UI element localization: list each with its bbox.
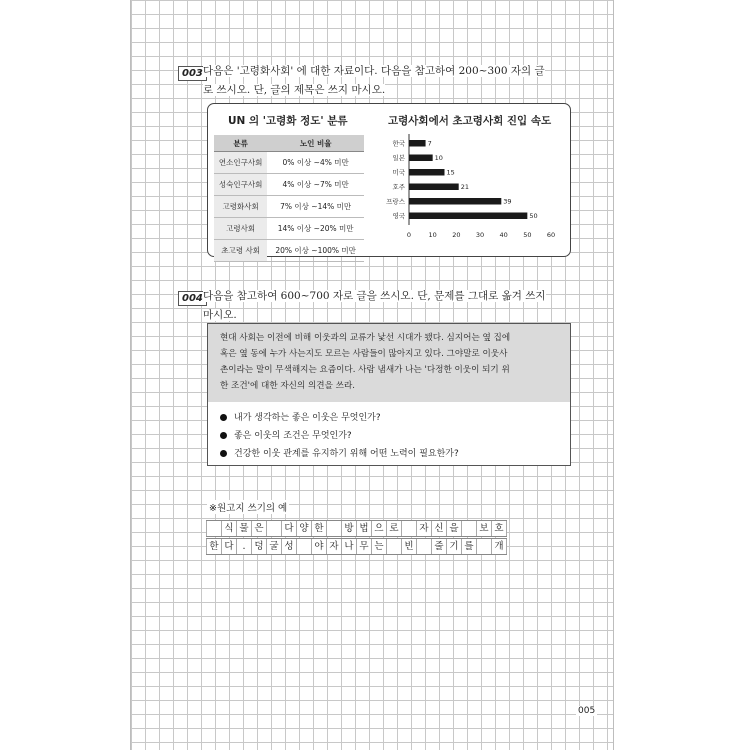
manuscript-cell: 보 bbox=[477, 521, 492, 536]
chart-title: 고령사회에서 초고령사회 진입 속도 bbox=[388, 115, 552, 127]
chart-data-label: 50 bbox=[529, 212, 538, 221]
chart-x-tick-label: 60 bbox=[546, 231, 556, 239]
table-cell-category: 연소인구사회 bbox=[214, 152, 267, 174]
manuscript-cell: 덩 bbox=[252, 539, 267, 554]
table-row bbox=[214, 218, 364, 240]
table-title: UN 의 '고령화 정도' 분류 bbox=[228, 115, 348, 127]
chart-x-tick-label: 30 bbox=[475, 231, 485, 239]
manuscript-cell: 한 bbox=[206, 539, 222, 554]
manuscript-cell: 성 bbox=[282, 539, 297, 554]
table-cell-ratio: 0% 이상 ~4% 미만 bbox=[267, 152, 364, 174]
chart-x-tick-label: 20 bbox=[452, 231, 461, 239]
workbook-page bbox=[130, 0, 614, 750]
bullet-text: 내가 생각하는 좋은 이웃은 무엇인가? bbox=[234, 413, 381, 423]
chart-x-tick-label: 50 bbox=[523, 231, 532, 239]
manuscript-cell: 나 bbox=[342, 539, 357, 554]
table-row bbox=[214, 240, 364, 262]
passage-line: 한 조건'에 대한 자신의 의견을 쓰라. bbox=[220, 381, 355, 391]
table-cell-category: 초고령 사회 bbox=[214, 240, 267, 262]
manuscript-cell: 방 bbox=[342, 521, 357, 536]
chart-x-tick-label: 10 bbox=[428, 231, 437, 239]
manuscript-cell: 다 bbox=[222, 539, 237, 554]
manuscript-cell: 다 bbox=[282, 521, 297, 536]
table-cell-category: 고령사회 bbox=[214, 218, 267, 240]
chart-data-label: 7 bbox=[427, 139, 432, 148]
passage-box bbox=[207, 323, 571, 466]
chart-bar bbox=[409, 155, 433, 162]
question-number-004: 004 bbox=[178, 291, 207, 306]
table-cell-ratio: 4% 이상 ~7% 미만 bbox=[267, 174, 364, 196]
chart-category-label: 미국 bbox=[392, 168, 405, 177]
bullet-item bbox=[220, 410, 381, 423]
chart-bar bbox=[409, 169, 445, 176]
manuscript-sample-label: ※원고지 쓰기의 예 bbox=[207, 500, 289, 514]
chart-bar bbox=[409, 140, 426, 147]
chart-category-label: 영국 bbox=[392, 212, 405, 221]
chart-bar bbox=[409, 213, 527, 220]
table-header-category: 분류 bbox=[214, 135, 267, 152]
manuscript-cell bbox=[402, 521, 417, 536]
manuscript-cell: 자 bbox=[417, 521, 432, 536]
question-003-line-2: 로 쓰시오. 단, 글의 제목은 쓰지 마시오. bbox=[203, 84, 386, 96]
manuscript-cell: 양 bbox=[297, 521, 312, 536]
table-cell-category: 고령화사회 bbox=[214, 196, 267, 218]
manuscript-cell: 자 bbox=[327, 539, 342, 554]
chart-category-label: 일본 bbox=[392, 154, 405, 163]
manuscript-cell: 한 bbox=[312, 521, 327, 536]
manuscript-cell bbox=[297, 539, 312, 554]
question-003-line-1: 다음은 '고령화사회' 에 대한 자료이다. 다음을 참고하여 200~300 자의 글 bbox=[203, 65, 545, 77]
chart-category-label: 호주 bbox=[392, 183, 405, 192]
passage-line: 촌이라는 말이 무색해지는 요즘이다. 사람 냄새가 나는 '다정한 이웃이 되기 위 bbox=[220, 365, 510, 375]
speed-bar-chart bbox=[373, 132, 563, 242]
manuscript-cell bbox=[417, 539, 432, 554]
chart-data-label: 21 bbox=[460, 183, 469, 192]
chart-x-tick-label: 40 bbox=[499, 231, 508, 239]
manuscript-cell: 를 bbox=[462, 539, 477, 554]
manuscript-cell bbox=[206, 521, 222, 536]
manuscript-row-2 bbox=[206, 538, 507, 555]
manuscript-cell: 굴 bbox=[267, 539, 282, 554]
manuscript-cell: 야 bbox=[312, 539, 327, 554]
manuscript-cell: . bbox=[237, 539, 252, 554]
bullet-item bbox=[220, 428, 352, 441]
table-cell-ratio: 20% 이상 ~100% 미만 bbox=[267, 240, 364, 262]
manuscript-row-1 bbox=[206, 520, 507, 537]
data-box bbox=[207, 103, 571, 257]
manuscript-cell: 기 bbox=[447, 539, 462, 554]
passage-line: 혹은 옆 동에 누가 사는지도 모르는 사람들이 많아지고 있다. 그야말로 이웃사 bbox=[220, 349, 508, 359]
chart-data-label: 15 bbox=[446, 168, 455, 177]
manuscript-cell: 빈 bbox=[402, 539, 417, 554]
chart-data-label: 10 bbox=[434, 154, 443, 163]
manuscript-cell bbox=[387, 539, 402, 554]
manuscript-cell: 줄 bbox=[432, 539, 447, 554]
table-row bbox=[214, 174, 364, 196]
manuscript-cell bbox=[477, 539, 492, 554]
bullet-dot-icon bbox=[220, 414, 227, 421]
table-cell-ratio: 7% 이상 ~14% 미만 bbox=[267, 196, 364, 218]
manuscript-cell: 법 bbox=[357, 521, 372, 536]
manuscript-cell: 호 bbox=[492, 521, 507, 536]
table-cell-category: 성숙인구사회 bbox=[214, 174, 267, 196]
question-004-line-2: 마시오. bbox=[203, 309, 237, 321]
manuscript-cell bbox=[267, 521, 282, 536]
bullet-text: 좋은 이웃의 조건은 무엇인가? bbox=[234, 431, 352, 441]
manuscript-cell bbox=[327, 521, 342, 536]
manuscript-cell: 개 bbox=[492, 539, 507, 554]
manuscript-cell: 무 bbox=[357, 539, 372, 554]
manuscript-cell: 은 bbox=[252, 521, 267, 536]
chart-data-label: 39 bbox=[503, 197, 512, 206]
passage-text bbox=[220, 330, 562, 394]
bullet-dot-icon bbox=[220, 450, 227, 457]
table-cell-ratio: 14% 이상 ~20% 미만 bbox=[267, 218, 364, 240]
bullet-item bbox=[220, 446, 459, 459]
question-number-003: 003 bbox=[178, 66, 207, 81]
chart-category-label: 프랑스 bbox=[386, 197, 405, 206]
chart-category-label: 한국 bbox=[392, 139, 405, 148]
question-004-line-1: 다음을 참고하여 600~700 자로 글을 쓰시오. 단, 문제를 그대로 옮겨 쓰지 bbox=[203, 290, 546, 302]
manuscript-cell: 을 bbox=[447, 521, 462, 536]
manuscript-cell: 식 bbox=[222, 521, 237, 536]
manuscript-cell: 물 bbox=[237, 521, 252, 536]
manuscript-cell: 로 bbox=[387, 521, 402, 536]
chart-x-tick-label: 0 bbox=[406, 231, 412, 239]
chart-bar bbox=[409, 198, 501, 205]
manuscript-cell bbox=[462, 521, 477, 536]
page-number: 005 bbox=[578, 706, 596, 716]
chart-bar bbox=[409, 184, 459, 191]
table-row bbox=[214, 152, 364, 174]
bullet-text: 건강한 이웃 관계를 유지하기 위해 어떤 노력이 필요한가? bbox=[234, 449, 459, 459]
manuscript-cell: 으 bbox=[372, 521, 387, 536]
manuscript-cell: 신 bbox=[432, 521, 447, 536]
bullet-dot-icon bbox=[220, 432, 227, 439]
question-004-text bbox=[203, 287, 583, 325]
passage-line: 현대 사회는 이전에 비해 이웃과의 교류가 낯선 시대가 됐다. 심지어는 옆 집에 bbox=[220, 333, 511, 343]
manuscript-cell: 는 bbox=[372, 539, 387, 554]
question-003-text bbox=[203, 62, 583, 100]
table-row bbox=[214, 196, 364, 218]
table-header-ratio: 노인 비율 bbox=[267, 135, 364, 152]
aging-classification-table bbox=[214, 135, 364, 262]
